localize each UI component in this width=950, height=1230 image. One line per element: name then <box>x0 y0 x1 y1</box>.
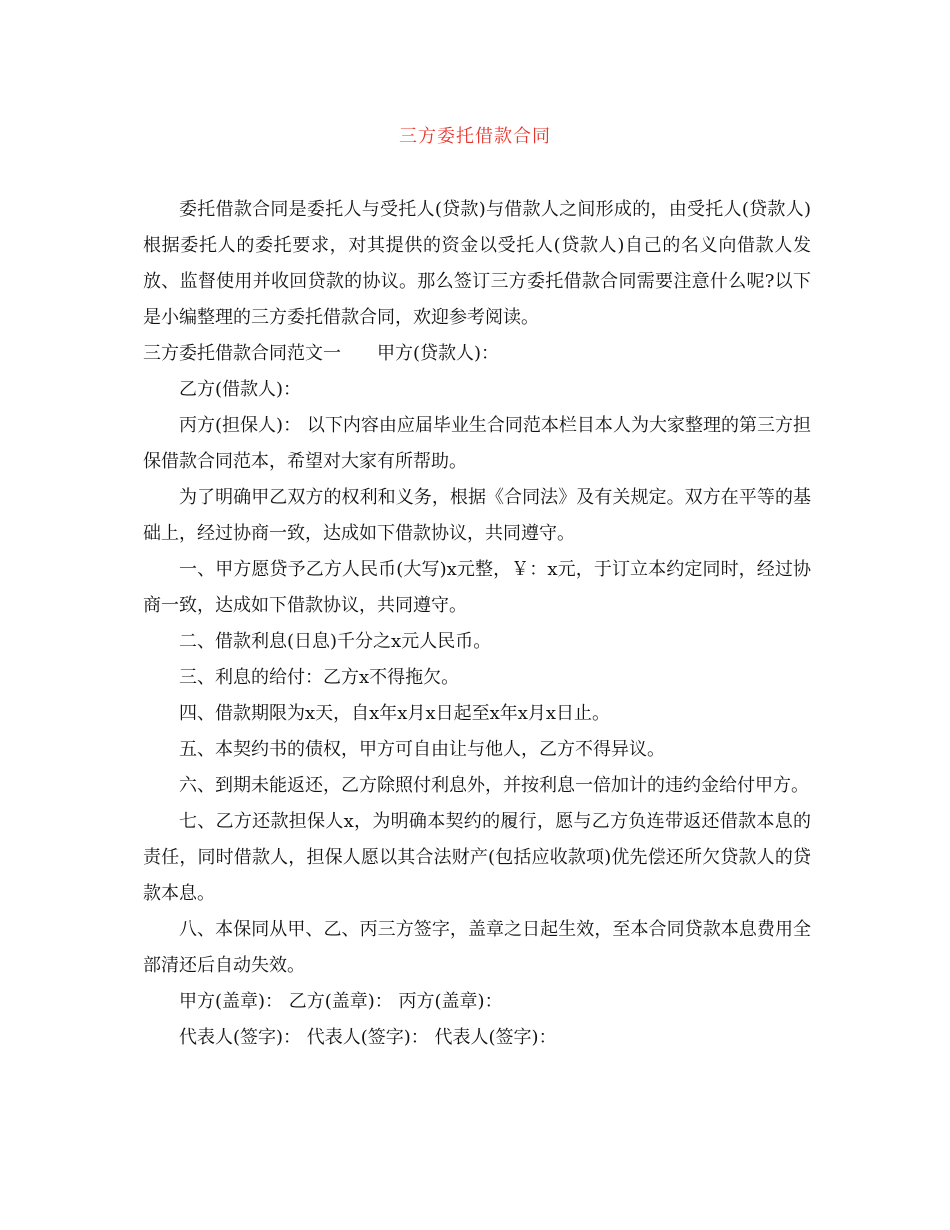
clause-7: 七、乙方还款担保人x，为明确本契约的履行，愿与乙方负连带返还借款本息的责任，同时借款人，担保人愿以其合法财产(包括应收款项)优先偿还所欠贷款人的贷款本息。 <box>143 811 811 904</box>
clause-2: 二、借款利息(日息)千分之x元人民币。 <box>179 631 492 652</box>
section-title: 三方委托借款合同范文一 <box>143 343 341 364</box>
party-b-label: 乙方(借款人)： <box>179 379 302 400</box>
clause-3: 三、利息的给付：乙方x不得拖欠。 <box>179 667 460 688</box>
intro-paragraph: 委托借款合同是委托人与受托人(贷款)与借款人之间形成的，由受托人(贷款人)根据委托人的委托要求，对其提供的资金以受托人(贷款人)自己的名义向借款人发放、监督使用并收回贷款的协议。那么签订三方委托借款合同需要注意什么呢?以下是小编整理的三方委托借款合同，欢迎参考阅读。 <box>143 199 811 328</box>
clause-8: 八、本保同从甲、乙、丙三方签字，盖章之日起生效，至本合同贷款本息费用全部清还后自动失效。 <box>143 919 811 976</box>
clause-1: 一、甲方愿贷予乙方人民币(大写)x元整，￥：x元，于订立本约定同时，经过协商一致，达成如下借款协议，共同遵守。 <box>143 559 811 616</box>
document-title: 三方委托借款合同 <box>399 126 551 147</box>
party-a-label: 甲方(贷款人)： <box>377 343 500 364</box>
party-c-paragraph: 丙方(担保人)： 以下内容由应届毕业生合同范本栏目本人为大家整理的第三方担保借款合同范本，希望对大家有所帮助。 <box>143 415 811 472</box>
clause-5: 五、本契约书的债权，甲方可自由让与他人，乙方不得异议。 <box>179 739 665 760</box>
clause-4: 四、借款期限为x天，自x年x月x日起至x年x月x日止。 <box>179 703 611 724</box>
section-heading-line <box>143 336 811 372</box>
seal-line: 甲方(盖章)： 乙方(盖章)： 丙方(盖章)： <box>179 991 503 1012</box>
document-body <box>143 192 811 1056</box>
preamble-paragraph: 为了明确甲乙双方的权利和义务，根据《合同法》及有关规定。双方在平等的基础上，经过协商一致，达成如下借款协议，共同遵守。 <box>143 487 811 544</box>
signature-line: 代表人(签字)： 代表人(签字)： 代表人(签字)： <box>179 1027 557 1048</box>
clause-6: 六、到期未能返还，乙方除照付利息外，并按利息一倍加计的违约金给付甲方。 <box>179 775 809 796</box>
